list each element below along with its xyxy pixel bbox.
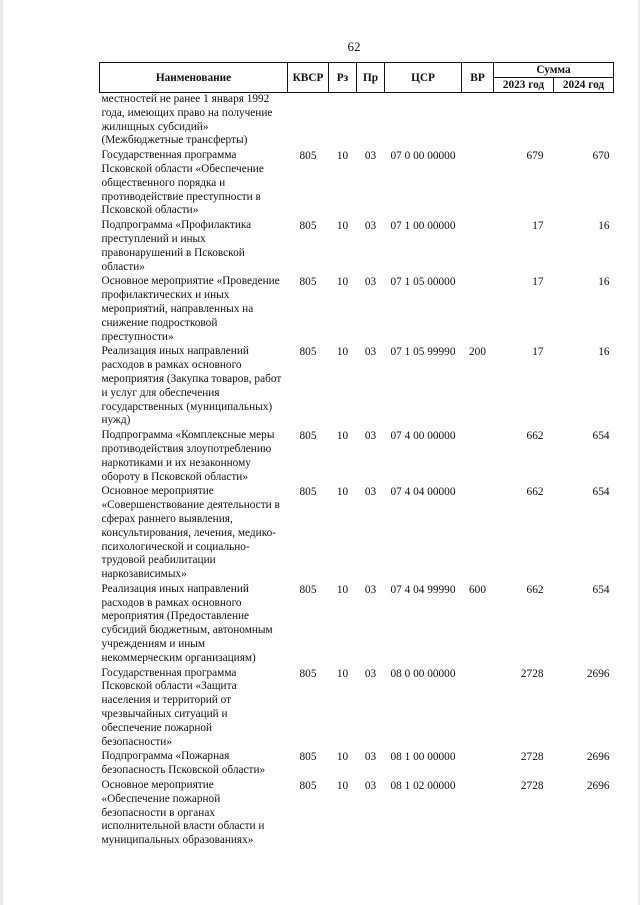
row-csr: 07 1 05 00000 [390, 276, 456, 289]
row-name: Реализация иных направлений расходов в рамках основного мероприятия (Закупка товаров, работ и услуг для обеспечения государственных (муниципальных) нужд) [101, 345, 282, 427]
row-csr: 08 0 00 00000 [390, 667, 456, 680]
row-rz: 10 [336, 486, 349, 499]
row-pr: 03 [364, 276, 377, 289]
row-kvsr: 805 [299, 751, 317, 764]
header-rz: Рз [329, 63, 357, 93]
row-vr [462, 667, 494, 751]
row-csr: 07 1 00 00000 [390, 220, 456, 233]
row-vr: 600 [469, 583, 486, 596]
row-sum-2024: 2696 [586, 751, 610, 764]
row-sum-2023: 662 [526, 430, 544, 443]
row-name: Основное мероприятие «Совершенствование деятельности в сферах раннего выявления, консультирования, лечения, медико-психологической и социально-трудовой реабилитации наркозависимых» [101, 485, 280, 581]
table-row [100, 93, 614, 150]
row-kvsr: 805 [299, 583, 317, 596]
row-csr: 07 4 00 00000 [390, 430, 456, 443]
row-sum-2023: 2728 [520, 751, 544, 764]
table-row [100, 345, 614, 429]
table-row [100, 667, 614, 751]
row-name: Подпрограмма «Комплексные меры противодействия злоупотреблению наркотиками и их незаконному обороту в Псковской области» [101, 429, 275, 483]
row-kvsr [288, 93, 329, 150]
row-pr: 03 [364, 430, 377, 443]
header-vr: ВР [462, 63, 494, 93]
row-csr: 07 4 04 99990 [390, 583, 456, 596]
row-kvsr: 805 [299, 780, 317, 793]
row-pr: 03 [364, 486, 377, 499]
row-pr: 03 [364, 751, 377, 764]
row-csr [385, 93, 462, 150]
row-sum-2023: 17 [532, 346, 544, 359]
row-sum-2024: 2696 [586, 780, 610, 793]
header-kvsr: КВСР [288, 63, 329, 93]
table-row [100, 779, 614, 849]
budget-table [99, 62, 614, 849]
row-sum-2024: 2696 [586, 667, 610, 680]
row-rz: 10 [336, 220, 349, 233]
row-sum-2023: 2728 [520, 667, 544, 680]
row-rz: 10 [336, 751, 349, 764]
row-vr [462, 149, 494, 219]
row-csr: 08 1 00 00000 [390, 751, 456, 764]
row-vr [462, 429, 494, 485]
header-2023: 2023 год [494, 78, 554, 93]
table-row [100, 149, 614, 219]
table-header [100, 63, 614, 93]
table-row [100, 583, 614, 667]
scan-edge-left [0, 0, 3, 905]
row-pr: 03 [364, 346, 377, 359]
row-pr: 03 [364, 780, 377, 793]
row-name: Основное мероприятие «Обеспечение пожарной безопасности в органах исполнительной власти области и муниципальных образованиях» [101, 779, 265, 847]
row-rz: 10 [336, 430, 349, 443]
row-rz: 10 [336, 346, 349, 359]
row-sum-2023: 679 [526, 150, 544, 163]
row-name: Государственная программа Псковской области «Защита населения и территорий от чрезвычайных ситуаций и обеспечение пожарной безопасности» [101, 666, 237, 748]
row-kvsr: 805 [299, 667, 317, 680]
row-rz [329, 93, 357, 150]
table-row [100, 275, 614, 345]
table-row [100, 485, 614, 583]
row-rz: 10 [336, 150, 349, 163]
row-sum-2024 [554, 93, 614, 150]
row-sum-2023: 2728 [520, 780, 544, 793]
row-sum-2024: 654 [592, 430, 610, 443]
row-pr: 03 [364, 150, 377, 163]
row-name: Основное мероприятие «Проведение профилактических и иных мероприятий, направленных на снижение подростковой преступности» [101, 275, 280, 343]
row-rz: 10 [336, 780, 349, 793]
table-row [100, 429, 614, 485]
header-name: Наименование [100, 63, 288, 93]
row-name: Государственная программа Псковской области «Обеспечение общественного порядка и противодействие преступности в Псковской области» [101, 149, 264, 217]
row-vr [462, 779, 494, 849]
row-csr: 07 4 04 00000 [390, 486, 456, 499]
header-pr: Пр [357, 63, 385, 93]
header-sum: Сумма [494, 63, 614, 78]
row-csr: 07 0 00 00000 [390, 150, 456, 163]
row-sum-2024: 16 [598, 276, 610, 289]
row-sum-2024: 670 [592, 150, 610, 163]
row-sum-2023: 662 [526, 486, 544, 499]
row-vr [462, 485, 494, 583]
row-pr: 03 [364, 220, 377, 233]
table-body [100, 93, 614, 850]
row-vr [462, 93, 494, 150]
row-name: местностей не ранее 1 января 1992 года, имеющих право на получение жилищных субсидий» (Межбюджетные трансферты) [101, 93, 273, 147]
row-rz: 10 [336, 583, 349, 596]
row-vr [462, 219, 494, 275]
row-vr [462, 750, 494, 779]
row-rz: 10 [336, 276, 349, 289]
row-sum-2024: 654 [592, 486, 610, 499]
row-kvsr: 805 [299, 346, 317, 359]
page-number: 62 [347, 39, 361, 54]
row-rz: 10 [336, 667, 349, 680]
row-sum-2024: 654 [592, 583, 610, 596]
row-name: Подпрограмма «Профилактика преступлений и иных правонарушений в Псковской области» [101, 219, 252, 273]
row-sum-2024: 16 [598, 220, 610, 233]
row-vr [462, 275, 494, 345]
row-kvsr: 805 [299, 430, 317, 443]
row-pr: 03 [364, 667, 377, 680]
row-csr: 07 1 05 99990 [390, 346, 456, 359]
row-sum-2023: 662 [526, 583, 544, 596]
row-sum-2023: 17 [532, 220, 544, 233]
row-sum-2023: 17 [532, 276, 544, 289]
row-sum-2023 [494, 93, 554, 150]
row-vr: 200 [469, 346, 486, 359]
header-2024: 2024 год [554, 78, 614, 93]
row-kvsr: 805 [299, 276, 317, 289]
row-kvsr: 805 [299, 486, 317, 499]
header-csr: ЦСР [385, 63, 462, 93]
row-kvsr: 805 [299, 220, 317, 233]
table-row [100, 750, 614, 779]
row-pr: 03 [364, 583, 377, 596]
table-row [100, 219, 614, 275]
row-name: Подпрограмма «Пожарная безопасность Псковской области» [101, 750, 266, 777]
row-kvsr: 805 [299, 150, 317, 163]
row-csr: 08 1 02 00000 [390, 780, 456, 793]
row-pr [357, 93, 385, 150]
row-sum-2024: 16 [598, 346, 610, 359]
row-name: Реализация иных направлений расходов в рамках основного мероприятия (Предоставление субсидий бюджетным, автономным учреждениям и иным некоммерческим организациям) [101, 582, 273, 664]
